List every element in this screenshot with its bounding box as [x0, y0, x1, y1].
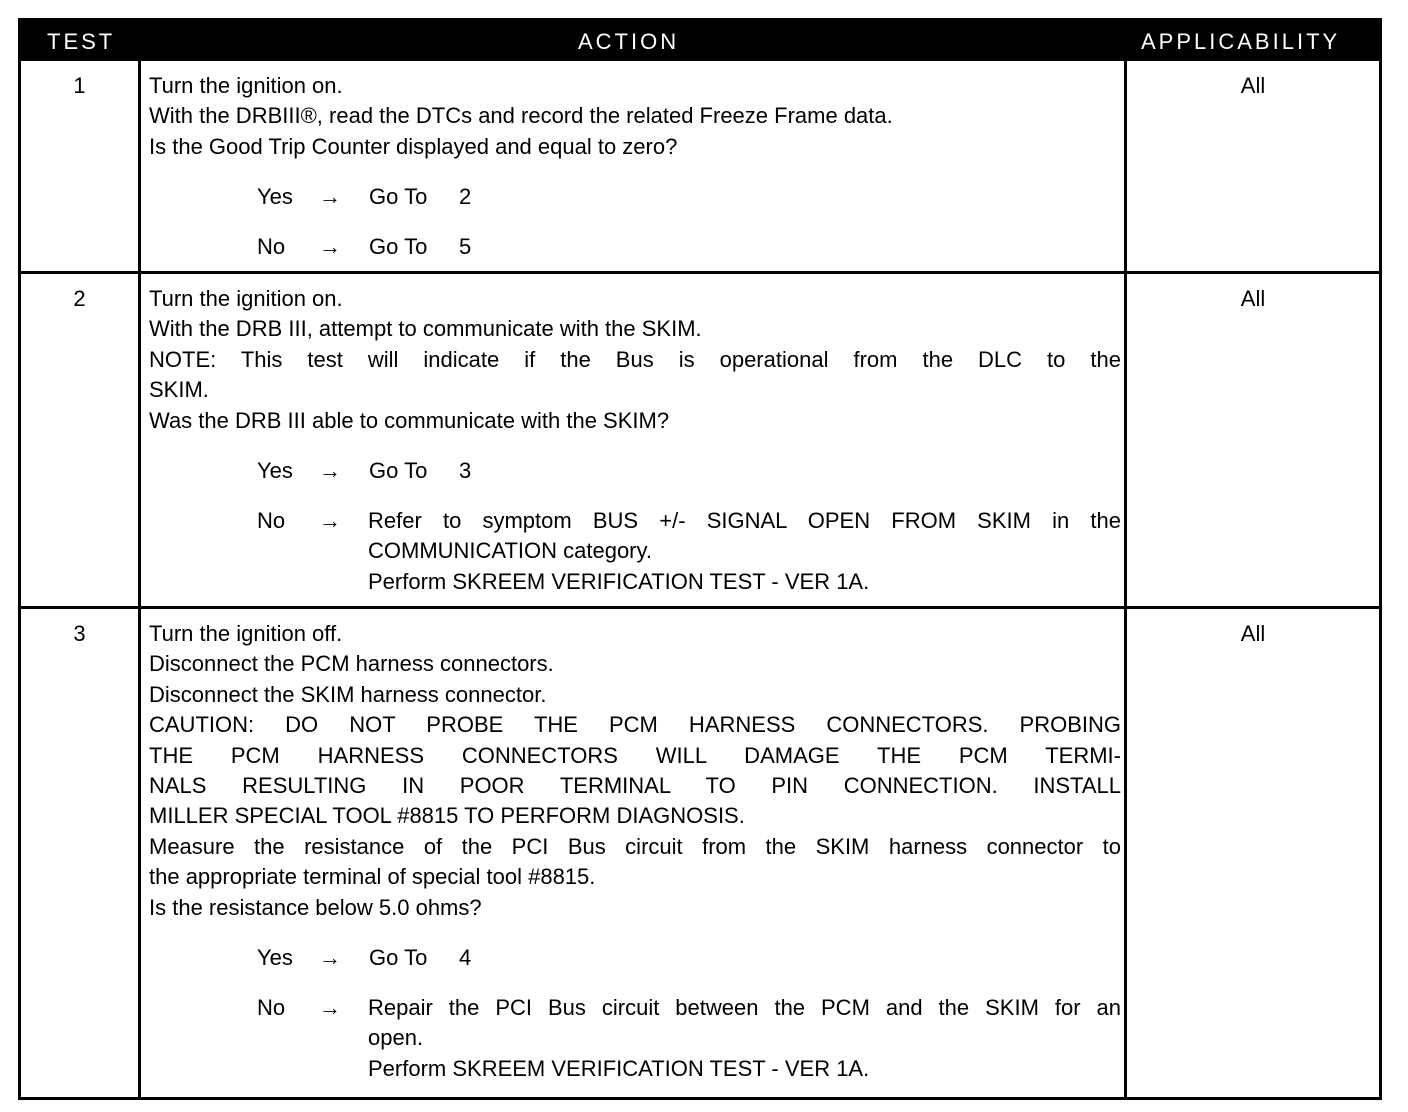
- action-line: Turn the ignition on.: [149, 73, 343, 98]
- column-divider: [138, 61, 141, 1100]
- no-answer: [149, 506, 1121, 597]
- action-line: Is the Good Trip Counter displayed and equal to zero?: [149, 133, 678, 159]
- arrow-icon: →: [319, 184, 341, 210]
- goto-text: Go To: [369, 184, 428, 210]
- no-answer: [149, 993, 1121, 1084]
- yes-answer: [149, 182, 1121, 212]
- action-line: Is the resistance below 5.0 ohms?: [149, 894, 482, 920]
- action-line: NALS RESULTING IN POOR TERMINAL TO PIN CONNECTION. INSTALL: [149, 773, 1121, 799]
- header-applicability: APPLICABILITY: [1141, 29, 1341, 54]
- action-line: With the DRBIII®, read the DTCs and record the related Freeze Frame data.: [149, 103, 893, 129]
- answer-line: COMMUNICATION category.: [368, 538, 652, 564]
- action-line: Disconnect the SKIM harness connector.: [149, 681, 547, 707]
- action-line: MILLER SPECIAL TOOL #8815 TO PERFORM DIAGNOSIS.: [149, 803, 745, 829]
- arrow-icon: →: [319, 945, 341, 971]
- yes-answer: [149, 456, 1121, 486]
- action-line: Turn the ignition on.: [149, 286, 343, 311]
- answer-label: No: [257, 995, 286, 1021]
- row-divider: [21, 606, 1379, 609]
- answer-line: Perform SKREEM VERIFICATION TEST - VER 1A.: [368, 1055, 870, 1081]
- arrow-icon: →: [319, 508, 341, 534]
- applicability: All: [1240, 286, 1266, 311]
- action-cell: [149, 71, 1121, 262]
- action-line: Was the DRB III able to communicate with the SKIM?: [149, 407, 670, 433]
- answer-label: Yes: [257, 945, 293, 971]
- answer-label: No: [257, 234, 286, 260]
- goto-target: 3: [459, 458, 472, 484]
- header-test: TEST: [47, 29, 116, 54]
- goto-target: 4: [459, 945, 472, 971]
- action-line: CAUTION: DO NOT PROBE THE PCM HARNESS CONNECTORS. PROBING: [149, 712, 1121, 738]
- test-number: 2: [73, 286, 86, 311]
- goto-target: 2: [459, 184, 472, 210]
- arrow-icon: →: [319, 995, 341, 1021]
- header-action: ACTION: [578, 29, 680, 54]
- yes-answer: [149, 943, 1121, 973]
- no-answer: [149, 232, 1121, 262]
- test-number: 1: [73, 73, 86, 98]
- answer-line: Repair the PCI Bus circuit between the PCM and the SKIM for an: [368, 995, 1121, 1021]
- answer-label: No: [257, 508, 286, 534]
- arrow-icon: →: [319, 458, 341, 484]
- action-line: SKIM.: [149, 377, 209, 403]
- answer-line: Refer to symptom BUS +/- SIGNAL OPEN FROM SKIM in the: [368, 508, 1121, 534]
- row-divider: [21, 271, 1379, 274]
- action-cell: [149, 619, 1121, 1084]
- action-cell: [149, 284, 1121, 597]
- action-line: Measure the resistance of the PCI Bus circuit from the SKIM harness connector to: [149, 833, 1121, 859]
- goto-text: Go To: [369, 458, 428, 484]
- applicability: All: [1240, 73, 1266, 98]
- diagnostic-table: [18, 18, 1382, 1100]
- applicability: All: [1240, 621, 1266, 646]
- test-number: 3: [73, 621, 86, 646]
- answer-label: Yes: [257, 184, 293, 210]
- action-line: NOTE: This test will indicate if the Bus is operational from the DLC to the: [149, 346, 1121, 372]
- action-line: the appropriate terminal of special tool #8815.: [149, 864, 596, 890]
- answer-line: open.: [368, 1025, 424, 1051]
- answer-label: Yes: [257, 458, 293, 484]
- answer-line: Perform SKREEM VERIFICATION TEST - VER 1A.: [368, 568, 870, 594]
- action-line: Disconnect the PCM harness connectors.: [149, 651, 554, 677]
- column-divider: [1124, 61, 1127, 1100]
- action-line: With the DRB III, attempt to communicate with the SKIM.: [149, 316, 702, 342]
- action-line: THE PCM HARNESS CONNECTORS WILL DAMAGE THE PCM TERMI-: [149, 742, 1121, 768]
- goto-text: Go To: [369, 234, 428, 260]
- arrow-icon: →: [319, 234, 341, 260]
- goto-text: Go To: [369, 945, 428, 971]
- goto-target: 5: [459, 234, 472, 260]
- table-header: [21, 21, 1379, 61]
- action-line: Turn the ignition off.: [149, 621, 343, 646]
